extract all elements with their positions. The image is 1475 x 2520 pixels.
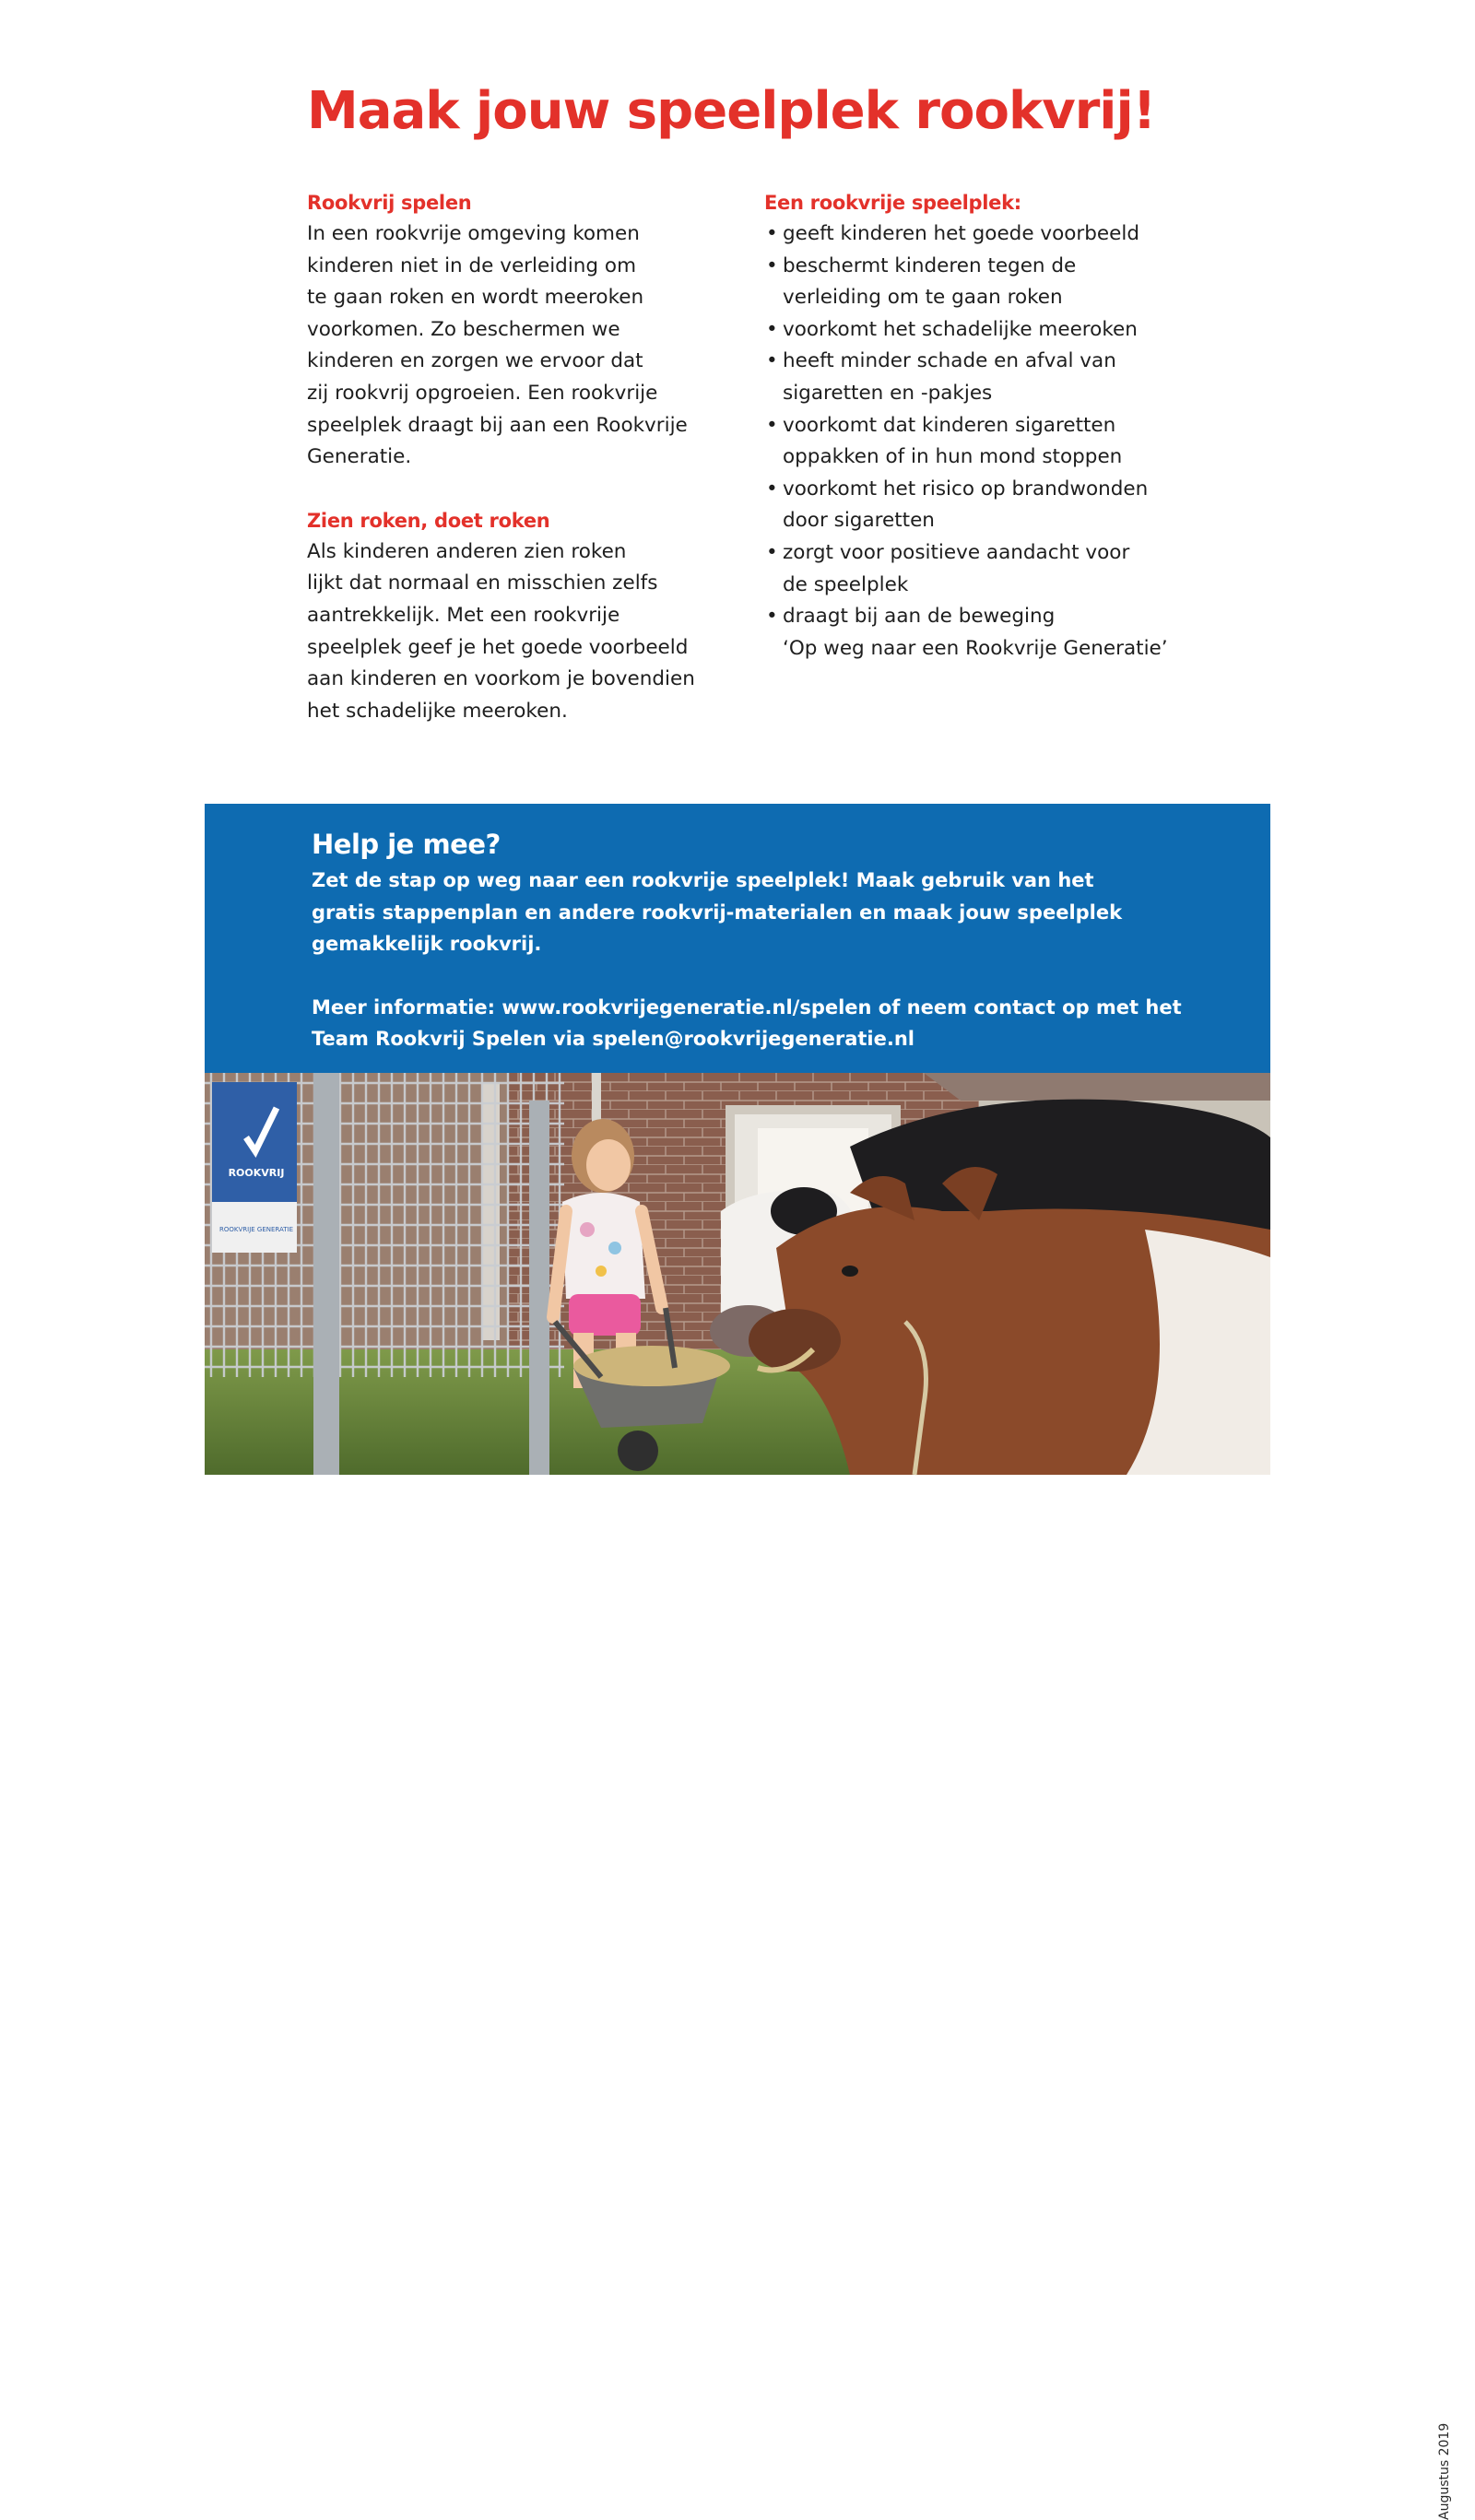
photo-girl-with-cows bbox=[205, 1073, 1452, 2520]
bullet-icon: • bbox=[766, 349, 778, 373]
list-item: • draagt bij aan de beweging ‘Op weg naar een Rookvrije Generatie’ bbox=[764, 601, 1234, 665]
bullet-icon: • bbox=[766, 477, 778, 500]
list-item: • voorkomt het schadelijke meeroken bbox=[764, 314, 1234, 347]
bullet-icon: • bbox=[766, 317, 778, 341]
right-column bbox=[764, 187, 1234, 665]
svg-text:ROOKVRIJE GENERATIE: ROOKVRIJE GENERATIE bbox=[219, 1226, 293, 1233]
section-heading-rookvrij-spelen: Rookvrij spelen bbox=[307, 192, 472, 214]
bullet-icon: • bbox=[766, 605, 778, 629]
left-column bbox=[307, 187, 740, 727]
list-item: • geeft kinderen het goede voorbeeld bbox=[764, 218, 1234, 251]
section-text-rookvrij-spelen: In een rookvrije omgeving komen kinderen niet in de verleiding om te gaan roken en wordt meeroken voorkomen. Zo beschermen we kinderen en zorgen we ervoor dat zij rookvrij opgroeien. Een rookvrije speelplek draagt bij aan een Rookvrije Generatie. bbox=[307, 222, 688, 469]
rookvrij-sign bbox=[212, 1082, 297, 1253]
banner-contact: Meer informatie: www.rookvrijegeneratie.nl/spelen of neem contact op met het Team Rookvrij Spelen via spelen@rookvrijegeneratie.nl bbox=[312, 995, 1182, 1050]
list-item: • heeft minder schade en afval van sigaretten en -pakjes bbox=[764, 346, 1234, 409]
svg-text:ROOKVRIJ: ROOKVRIJ bbox=[228, 1167, 285, 1179]
benefits-list bbox=[764, 218, 1234, 665]
publication-date: Augustus 2019 bbox=[1437, 2422, 1452, 2520]
bullet-icon: • bbox=[766, 540, 778, 564]
banner-heading: Help je mee? bbox=[312, 829, 501, 860]
banner-text: Zet de stap op weg naar een rookvrije speelplek! Maak gebruik van het gratis stappenplan en andere rookvrij-materialen en maak jouw speelplek gemakkelijk rookvrij. bbox=[312, 869, 1123, 955]
list-item: • voorkomt het risico op brandwonden door sigaretten bbox=[764, 474, 1234, 537]
help-banner bbox=[205, 804, 1270, 1073]
list-item: • beschermt kinderen tegen de verleiding om te gaan roken bbox=[764, 251, 1234, 314]
bullet-icon: • bbox=[766, 253, 778, 277]
section-heading-rookvrije-speelplek: Een rookvrije speelplek: bbox=[764, 192, 1021, 214]
list-item: • zorgt voor positieve aandacht voor de speelplek bbox=[764, 537, 1234, 601]
bullet-icon: • bbox=[766, 222, 778, 245]
section-heading-zien-roken: Zien roken, doet roken bbox=[307, 509, 550, 532]
bullet-icon: • bbox=[766, 413, 778, 437]
page-title: Maak jouw speelplek rookvrij! bbox=[307, 81, 1156, 141]
list-item: • voorkomt dat kinderen sigaretten oppakken of in hun mond stoppen bbox=[764, 410, 1234, 474]
section-text-zien-roken: Als kinderen anderen zien roken lijkt dat normaal en misschien zelfs aantrekkelijk. Met een rookvrije speelplek geef je het goede voorbeeld aan kinderen en voorkom je bovendien het schadelijke meeroken. bbox=[307, 539, 695, 723]
